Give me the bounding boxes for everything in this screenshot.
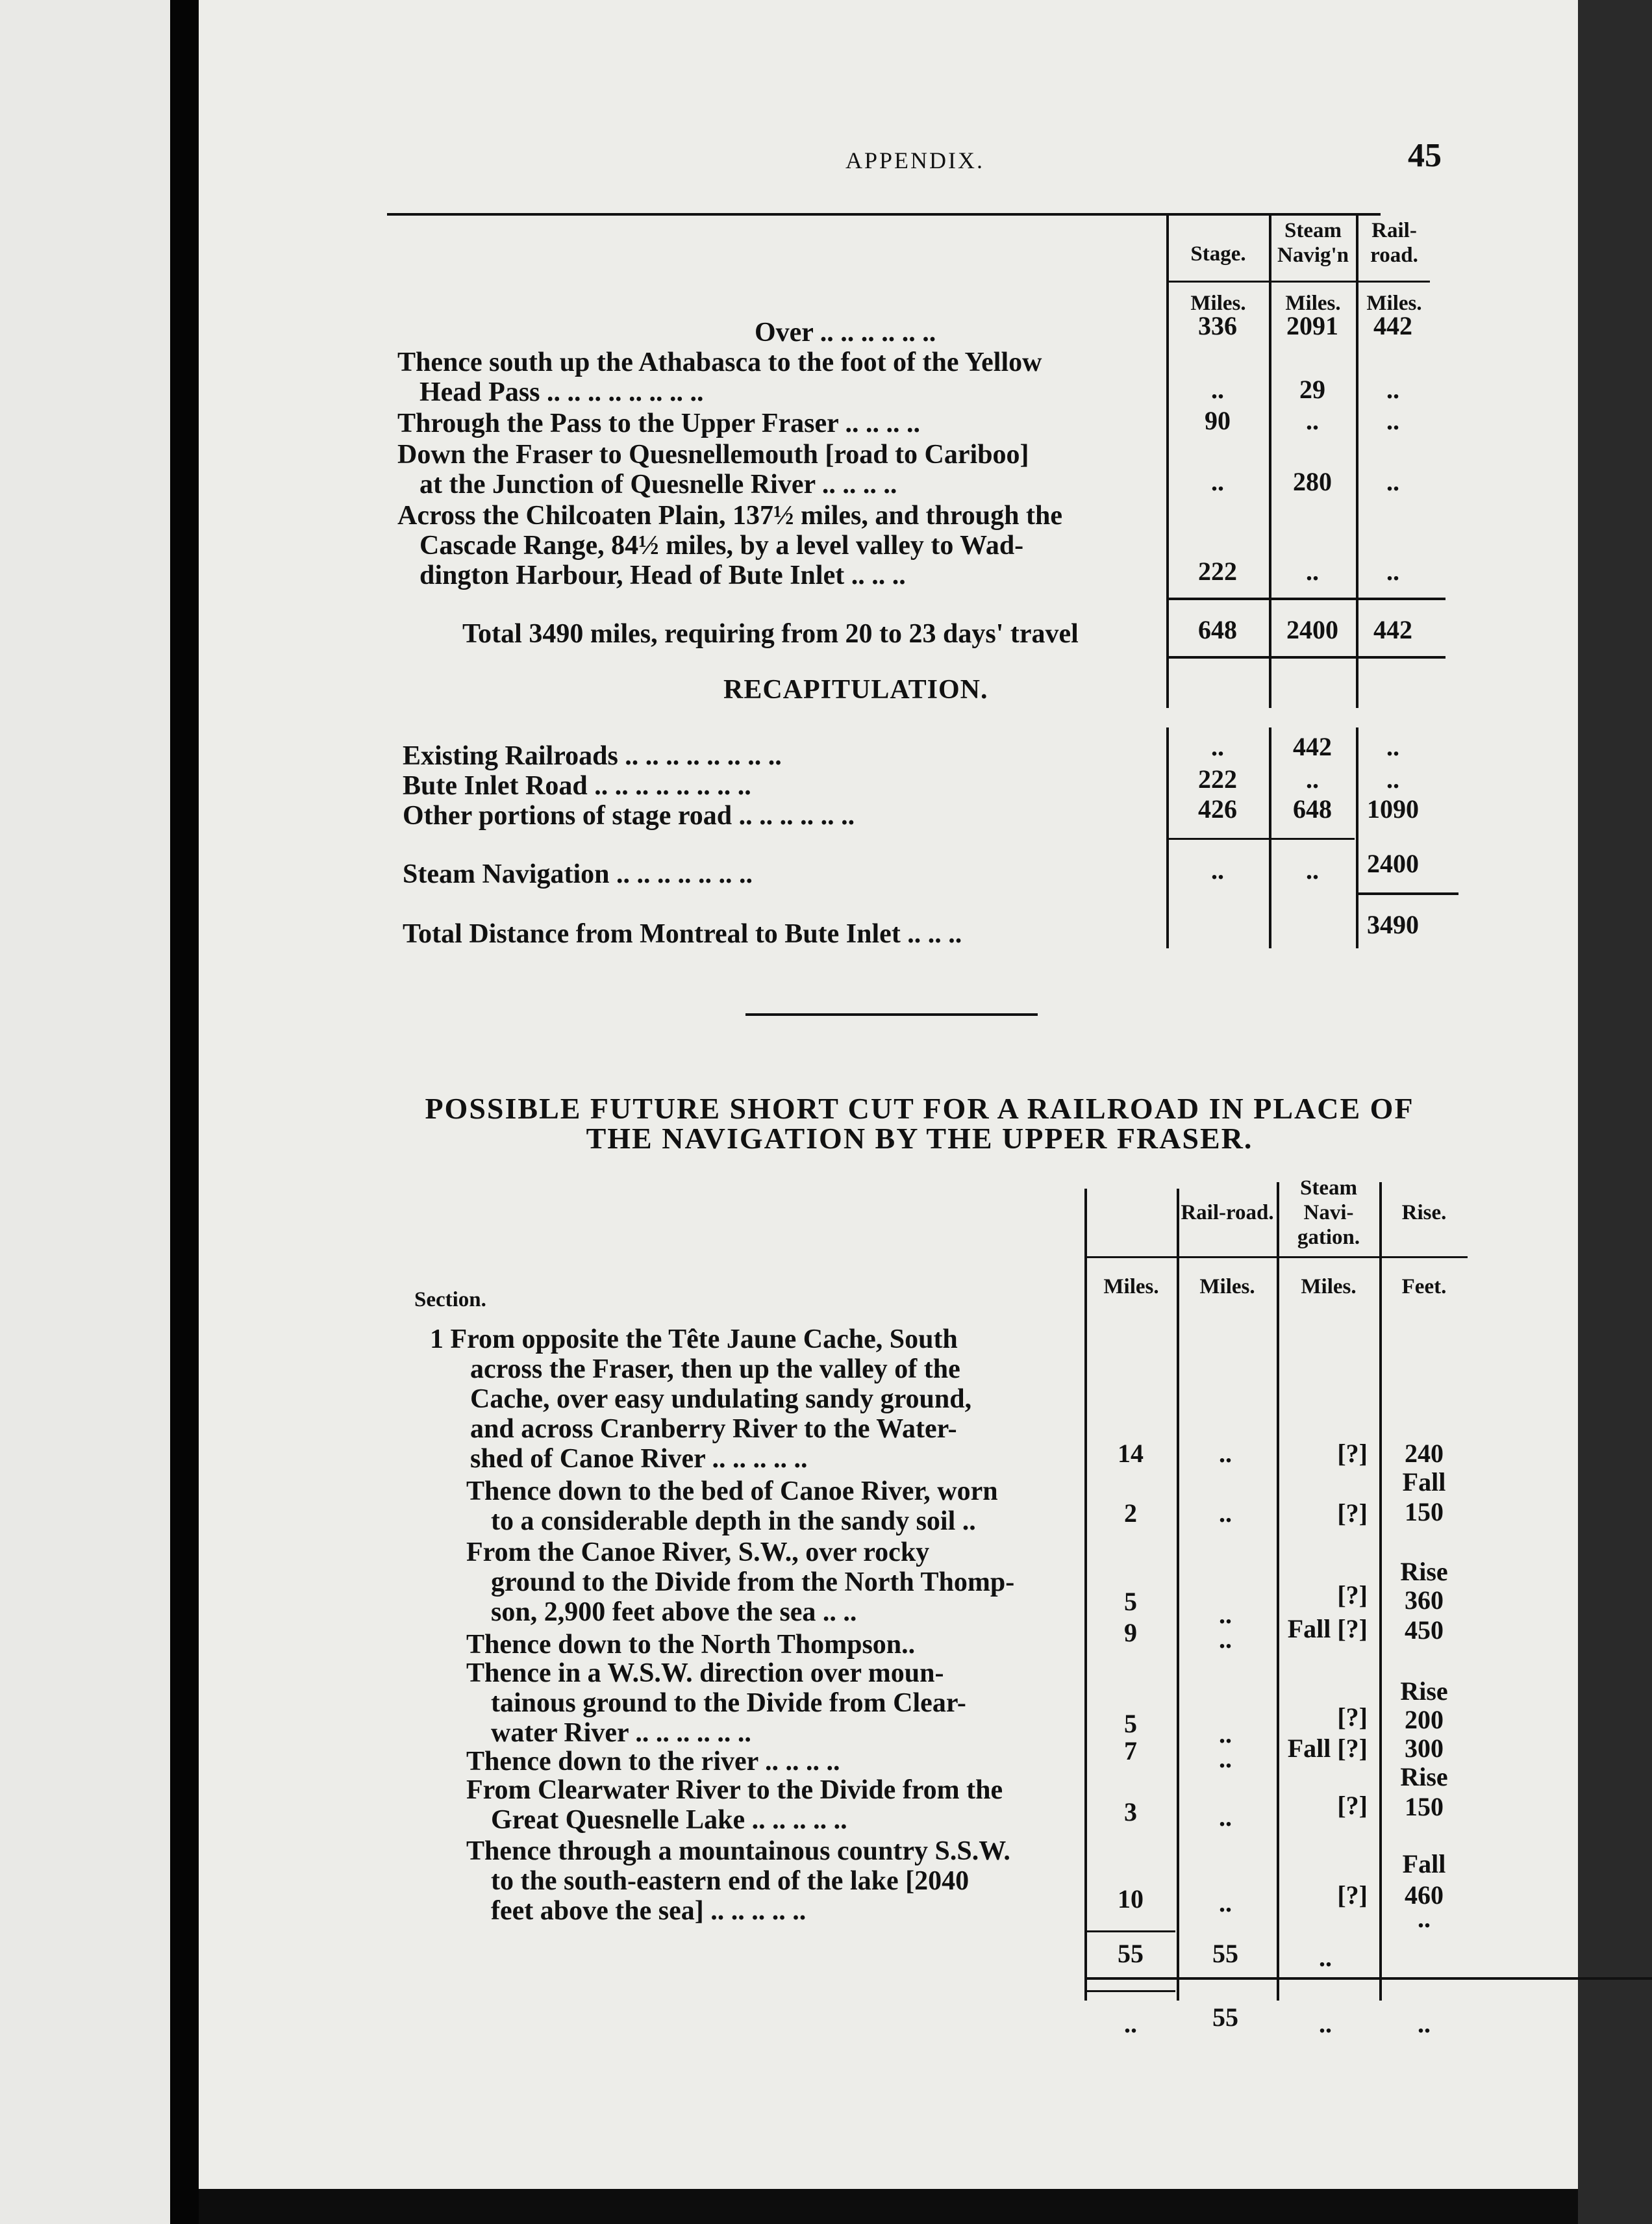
- column-header-rise: Rise.: [1401, 1201, 1447, 1224]
- subtotal-miles: 55: [1118, 1939, 1144, 1968]
- total-rule: [1166, 656, 1446, 659]
- row-label: From Clearwater River to the Divide from the: [466, 1775, 1003, 1805]
- cell-rise: 150: [1405, 1792, 1444, 1821]
- row-label: Over .. .. .. .. .. ..: [755, 318, 936, 348]
- recap-label: Steam Navigation .. .. .. .. .. .. ..: [403, 859, 753, 889]
- section-label: Section.: [414, 1288, 486, 1311]
- cell-miles: 10: [1118, 1884, 1144, 1914]
- column-rule: [1084, 1189, 1087, 2001]
- row-label: Cascade Range, 84½ miles, by a level valley to Wad-: [419, 531, 1024, 561]
- total-rule: [1084, 1977, 1652, 1980]
- column-header-railroad: Rail-road.: [1181, 1201, 1274, 1224]
- column-header-steam: Steam Navi-gation.: [1297, 1176, 1360, 1249]
- subtotal-railroad: 55: [1212, 1939, 1238, 1968]
- row-label: Across the Chilcoaten Plain, 137½ miles, and through the: [397, 501, 1062, 531]
- cell-miles: 5: [1124, 1709, 1137, 1738]
- cell-stage: ..: [1211, 467, 1224, 496]
- recap-stage: ..: [1211, 855, 1224, 885]
- total-railroad: 55: [1212, 2003, 1238, 2032]
- facing-page-edge: [0, 0, 170, 2224]
- cell-rise: 360: [1405, 1586, 1444, 1615]
- cell-railroad: 442: [1373, 311, 1412, 340]
- row-label: and across Cranberry River to the Water-: [470, 1414, 957, 1444]
- column-header-railroad: Rail-road.: [1370, 219, 1418, 267]
- column-rule: [1177, 1189, 1179, 2001]
- cell-railroad: ..: [1219, 1744, 1232, 1773]
- cell-steam: ..: [1306, 406, 1319, 435]
- cell-railroad: ..: [1219, 1624, 1232, 1654]
- unit-miles: Miles.: [1366, 292, 1422, 315]
- cell-rise: 150: [1405, 1497, 1444, 1526]
- row-label: Through the Pass to the Upper Fraser .. .. .. ..: [397, 409, 921, 438]
- recap-steam: 442: [1293, 732, 1332, 761]
- cell-railroad: ..: [1386, 406, 1399, 435]
- cell-rise: 460: [1405, 1880, 1444, 1910]
- cell-miles: 2: [1124, 1498, 1137, 1528]
- cell-railroad: ..: [1386, 375, 1399, 404]
- page-edge-shadow: [1578, 0, 1652, 2224]
- sum-rule: [1084, 1930, 1175, 1932]
- book-gutter: [170, 0, 199, 2224]
- cell-railroad: ..: [1219, 1498, 1232, 1528]
- sum-rule: [1166, 838, 1355, 840]
- cell-steam: Fall [?]: [1287, 1734, 1368, 1763]
- recap-steam: ..: [1306, 764, 1319, 794]
- row-label: shed of Canoe River .. .. .. .. ..: [470, 1444, 808, 1474]
- cell-steam: [?]: [1337, 1880, 1368, 1910]
- cell-rise: 450: [1405, 1615, 1444, 1645]
- cell-railroad: ..: [1219, 1802, 1232, 1832]
- total-rise: ..: [1418, 2009, 1431, 2038]
- recap-label: Existing Railroads .. .. .. .. .. .. .. ..: [403, 741, 782, 771]
- cell-rise-label: Rise: [1400, 1762, 1448, 1791]
- document-page: [199, 0, 1578, 2189]
- unit-miles: Miles.: [1190, 292, 1246, 315]
- section-divider: [745, 1013, 1038, 1016]
- column-header-steam: Steam Navig'n: [1277, 219, 1349, 267]
- running-head: APPENDIX.: [845, 147, 985, 173]
- unit-miles: Miles.: [1301, 1275, 1357, 1298]
- row-label: tainous ground to the Divide from Clear-: [491, 1688, 966, 1718]
- cell-steam: Fall [?]: [1287, 1614, 1368, 1643]
- row-label: Great Quesnelle Lake .. .. .. .. ..: [491, 1805, 847, 1835]
- cell-miles: 9: [1124, 1618, 1137, 1647]
- sum-rule: [1166, 598, 1446, 600]
- recap-heading: RECAPITULATION.: [723, 675, 988, 705]
- cell-miles: 14: [1118, 1439, 1144, 1468]
- column-header-stage: Stage.: [1190, 242, 1246, 266]
- cell-rise-label: Rise: [1400, 1557, 1448, 1586]
- unit-miles: Miles.: [1285, 292, 1341, 315]
- recap-steam: ..: [1306, 855, 1319, 885]
- cell-rise: ..: [1418, 1904, 1431, 1933]
- recap-stage: 222: [1198, 764, 1237, 794]
- cell-rise-label: Rise: [1400, 1676, 1448, 1706]
- recap-steam: 648: [1293, 794, 1332, 824]
- row-label: Thence down to the river .. .. .. ..: [466, 1747, 840, 1776]
- cell-miles: 3: [1124, 1797, 1137, 1826]
- recap-railroad: 2400: [1367, 849, 1419, 878]
- row-label: Down the Fraser to Quesnellemouth [road to Cariboo]: [397, 440, 1029, 470]
- cell-steam: [?]: [1337, 1791, 1368, 1820]
- unit-miles: Miles.: [1103, 1275, 1159, 1298]
- row-label: ground to the Divide from the North Thomp-: [491, 1567, 1015, 1597]
- total-stage: 648: [1198, 615, 1237, 644]
- cell-stage: 222: [1198, 557, 1237, 586]
- column-rule: [1166, 214, 1169, 708]
- row-label: Thence through a mountainous country S.S.W.: [466, 1836, 1010, 1866]
- cell-steam: ..: [1306, 557, 1319, 586]
- page-number: 45: [1408, 137, 1442, 174]
- cell-steam: 280: [1293, 467, 1332, 496]
- row-label: at the Junction of Quesnelle River .. .. .. ..: [419, 470, 897, 499]
- recap-railroad: ..: [1386, 732, 1399, 761]
- column-rule: [1277, 1182, 1279, 2001]
- cell-rise-label: Fall: [1402, 1849, 1446, 1878]
- row-label: Thence in a W.S.W. direction over moun-: [466, 1658, 944, 1688]
- header-rule: [1166, 281, 1430, 283]
- row-label: dington Harbour, Head of Bute Inlet .. .. ..: [419, 561, 906, 590]
- recap-label: Other portions of stage road .. .. .. .. .. ..: [403, 801, 855, 831]
- recap-railroad: 1090: [1367, 794, 1419, 824]
- header-rule: [1084, 1256, 1468, 1258]
- cell-railroad: ..: [1219, 1439, 1232, 1468]
- unit-miles: Miles.: [1199, 1275, 1255, 1298]
- recap-railroad: ..: [1386, 764, 1399, 794]
- unit-feet: Feet.: [1401, 1275, 1447, 1298]
- cell-rise: 240: [1405, 1439, 1444, 1468]
- row-label: Thence down to the bed of Canoe River, worn: [466, 1476, 998, 1506]
- recap-total-label: Total Distance from Montreal to Bute Inlet .. .. ..: [403, 919, 962, 949]
- recap-stage: 426: [1198, 794, 1237, 824]
- row-label: to a considerable depth in the sandy soil ..: [491, 1506, 976, 1536]
- cell-railroad: ..: [1219, 1600, 1232, 1629]
- subtotal-steam: ..: [1319, 1943, 1332, 1972]
- row-label: From the Canoe River, S.W., over rocky: [466, 1537, 930, 1567]
- row-label: across the Fraser, then up the valley of the: [470, 1354, 960, 1384]
- total-miles: ..: [1124, 2009, 1137, 2038]
- recap-total: 3490: [1367, 910, 1419, 939]
- cell-railroad: ..: [1219, 1888, 1232, 1917]
- sum-rule: [1356, 892, 1458, 895]
- cell-stage: 336: [1198, 311, 1237, 340]
- row-label: to the south-eastern end of the lake [2040: [491, 1866, 970, 1896]
- recap-stage: ..: [1211, 732, 1224, 761]
- table-top-rule: [387, 213, 1381, 216]
- total-rule: [1084, 1990, 1175, 1992]
- cell-railroad: ..: [1386, 557, 1399, 586]
- cell-stage: ..: [1211, 375, 1224, 404]
- row-label: Head Pass .. .. .. .. .. .. .. ..: [419, 377, 704, 407]
- recap-label: Bute Inlet Road .. .. .. .. .. .. .. ..: [403, 771, 751, 801]
- row-label: Cache, over easy undulating sandy ground,: [470, 1384, 972, 1414]
- cell-miles: 7: [1124, 1736, 1137, 1765]
- row-label: water River .. .. .. .. .. ..: [491, 1718, 751, 1748]
- cell-railroad: ..: [1386, 467, 1399, 496]
- total-label: Total 3490 miles, requiring from 20 to 23 days' travel: [462, 619, 1079, 649]
- section-title: THE NAVIGATION BY THE UPPER FRASER.: [586, 1122, 1253, 1155]
- cell-rise: 300: [1405, 1734, 1444, 1763]
- cell-steam: 2091: [1286, 311, 1338, 340]
- section-title: POSSIBLE FUTURE SHORT CUT FOR A RAILROAD IN PLACE OF: [425, 1092, 1414, 1125]
- cell-rise: 200: [1405, 1705, 1444, 1734]
- row-label: Thence down to the North Thompson..: [466, 1630, 916, 1660]
- cell-steam: [?]: [1337, 1580, 1368, 1610]
- cell-railroad: ..: [1219, 1719, 1232, 1749]
- total-steam: ..: [1319, 2009, 1332, 2038]
- row-label: 1 From opposite the Tête Jaune Cache, South: [430, 1324, 958, 1354]
- cell-steam: [?]: [1337, 1702, 1368, 1732]
- row-label: feet above the sea] .. .. .. .. ..: [491, 1896, 807, 1926]
- total-railroad: 442: [1373, 615, 1412, 644]
- total-steam: 2400: [1286, 615, 1338, 644]
- cell-steam: [?]: [1337, 1498, 1368, 1528]
- cell-steam: [?]: [1337, 1439, 1368, 1468]
- cell-rise-label: Fall: [1402, 1467, 1446, 1497]
- row-label: son, 2,900 feet above the sea .. ..: [491, 1597, 857, 1627]
- cell-steam: 29: [1299, 375, 1325, 404]
- row-label: Thence south up the Athabasca to the foot of the Yellow: [397, 348, 1042, 377]
- cell-stage: 90: [1205, 406, 1231, 435]
- cell-miles: 5: [1124, 1587, 1137, 1616]
